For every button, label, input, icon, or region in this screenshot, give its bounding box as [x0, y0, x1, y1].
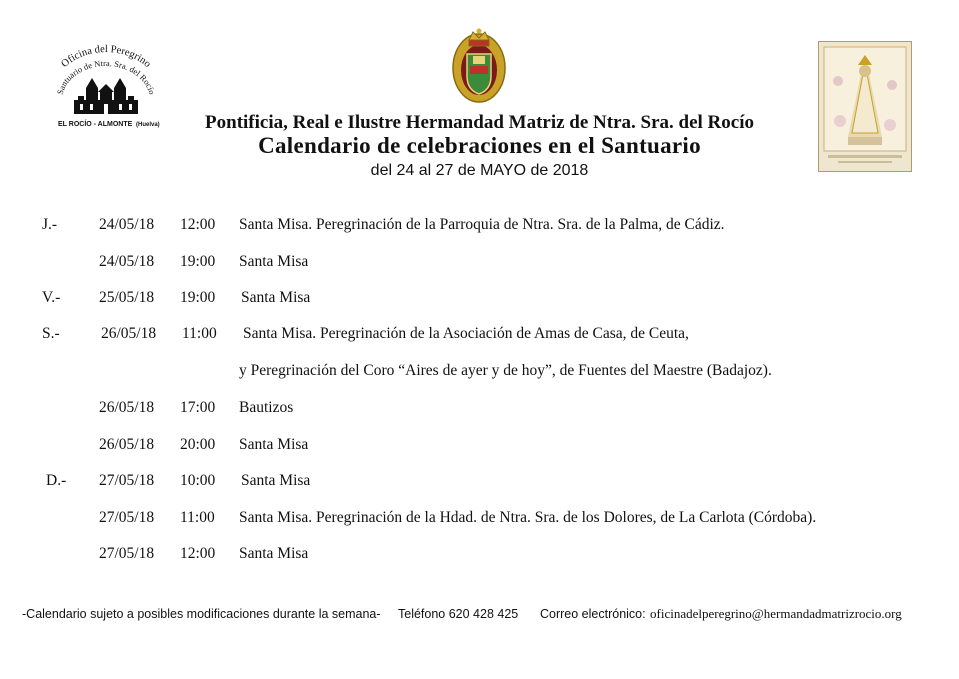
day-label: S.-	[42, 325, 60, 342]
event-description: Santa Misa	[239, 545, 309, 562]
date-cell: 26/05/18	[99, 436, 155, 453]
date-cell: 27/05/18	[99, 472, 155, 489]
event-description: y Peregrinación del Coro “Aires de ayer y de hoy”, de Fuentes del Maestre (Badajoz).	[239, 362, 772, 379]
email-link[interactable]: oficinadelperegrino@hermandadmatrizrocio.org	[650, 606, 902, 621]
time-cell: 17:00	[180, 399, 216, 416]
time-cell: 20:00	[180, 436, 216, 453]
time-cell: 19:00	[180, 253, 216, 270]
logo-arc-text: Oficina del Peregrino	[59, 43, 153, 70]
footer-note: -Calendario sujeto a posibles modificaciones durante la semana-	[22, 607, 381, 621]
day-label: D.-	[46, 472, 67, 489]
time-cell: 11:00	[182, 325, 217, 342]
date-cell: 24/05/18	[99, 253, 155, 270]
footer-email-label: Correo electrónico:	[540, 607, 646, 621]
event-description: Santa Misa. Peregrinación de la Hdad. de Ntra. Sra. de los Dolores, de La Carlota (Córdoba).	[239, 509, 817, 526]
event-description: Santa Misa	[239, 253, 309, 270]
logo-province: (Huelva)	[136, 122, 160, 128]
time-cell: 12:00	[180, 216, 216, 233]
time-cell: 11:00	[180, 509, 215, 526]
event-description: Santa Misa	[241, 472, 311, 489]
day-label: V.-	[42, 289, 61, 306]
date-cell: 27/05/18	[99, 509, 155, 526]
date-range: del 24 al 27 de MAYO de 2018	[370, 162, 589, 179]
time-cell: 19:00	[180, 289, 216, 306]
event-description: Bautizos	[239, 399, 294, 416]
date-cell: 26/05/18	[99, 399, 155, 416]
footer-phone: Teléfono 620 428 425	[398, 607, 519, 621]
logo-place: EL ROCÍO - ALMONTE	[58, 121, 133, 128]
event-description: Santa Misa	[239, 436, 309, 453]
event-description: Santa Misa. Peregrinación de la Asociación de Amas de Casa, de Ceuta,	[243, 325, 689, 342]
event-description: Santa Misa	[241, 289, 311, 306]
date-cell: 27/05/18	[99, 545, 155, 562]
event-description: Santa Misa. Peregrinación de la Parroquia de Ntra. Sra. de la Palma, de Cádiz.	[239, 216, 725, 233]
date-cell: 26/05/18	[101, 325, 157, 342]
time-cell: 12:00	[180, 545, 216, 562]
brotherhood-name: Pontificia, Real e Ilustre Hermandad Matriz de Ntra. Sra. del Rocío	[205, 112, 754, 133]
time-cell: 10:00	[180, 472, 216, 489]
brotherhood-crest	[451, 26, 507, 104]
day-label: J.-	[42, 216, 58, 233]
logo-inner-arc-text: Santuario de Ntra. Sra. del Rocío	[54, 57, 158, 96]
page-title: Calendario de celebraciones en el Santuario	[258, 133, 701, 158]
date-cell: 24/05/18	[99, 216, 155, 233]
date-cell: 25/05/18	[99, 289, 155, 306]
